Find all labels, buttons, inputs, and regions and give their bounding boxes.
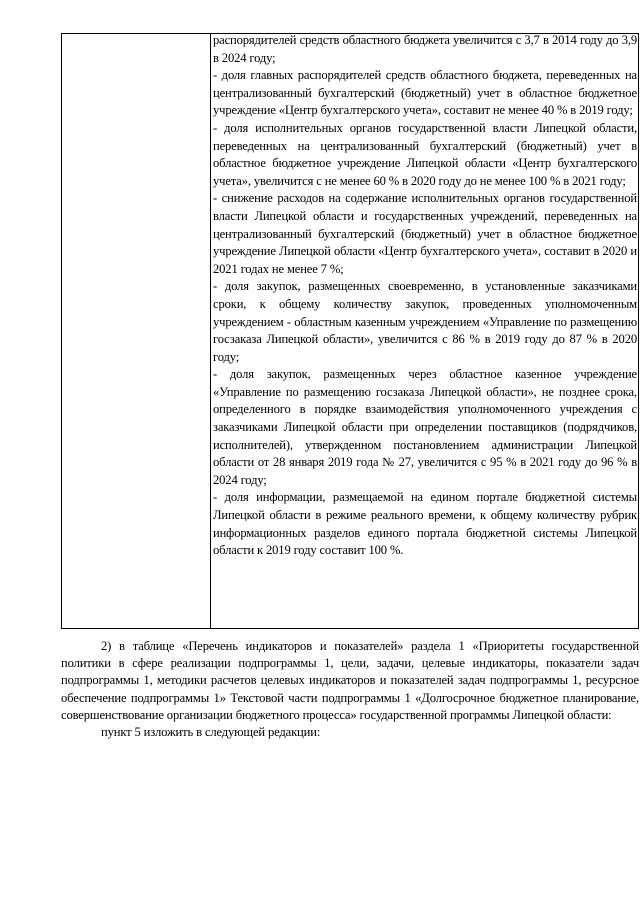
- body-paragraph: 2) в таблице «Перечень индикаторов и показателей» раздела 1 «Приоритеты государственной политики в сфере реализации подпрограммы 1, цели, задачи, целевые индикаторы, показатели задач подпрограммы 1, методики расчетов целевых индикаторов и показателей задач подпрограммы 1, ресурсное обеспечение подпрограммы 1» Текстовой части подпрограммы 1 «Долгосрочное бюджетное планирование, совершенствование организации бюджетного процесса» государственной программы Липецкой области:: [61, 639, 639, 722]
- cell-paragraph: - снижение расходов на содержание исполнительных органов государственной власти Липецкой области и государственных учреждений, переведенных на централизованный бухгалтерский (бюджетный) учет в областное бюджетное учреждение Липецкой области «Центр бухгалтерского учета», составит в 2020 и 2021 годах не менее 7 %;: [213, 191, 637, 276]
- cell-paragraph: распорядителей средств областного бюджета увеличится с 3,7 в 2014 году до 3,9 в 2024 году;: [213, 33, 637, 65]
- body-paragraph: пункт 5 изложить в следующей редакции:: [101, 725, 321, 740]
- column-divider: [210, 34, 211, 628]
- cell-paragraph: - доля исполнительных органов государственной власти Липецкой области, переведенных на централизованный бухгалтерский (бюджетный) учет в областное бюджетное учреждение Липецкой области «Центр бухгалтерского учета», увеличится с не менее 60 % в 2020 году до не менее 100 % в 2021 году;: [213, 120, 637, 188]
- table-cell-text: [213, 32, 637, 560]
- cell-paragraph: - доля закупок, размещенных своевременно, в установленные заказчиками сроки, к общему количеству закупок, проведенных уполномоченным учреждением - областным казенным учреждением «Управление по размещению госзаказа Липецкой области», увеличится с 86 % в 2019 году до 87 % в 2020 году;: [213, 279, 637, 364]
- cell-paragraph: - доля закупок, размещенных через областное казенное учреждение «Управление по размещению госзаказа Липецкой области», не позднее срока, определенного в порядке взаимодействия уполномоченного учреждения с заказчиками Липецкой области при определении поставщиков (подрядчиков, исполнителей), утвержденном постановлением администрации Липецкой области от 28 января 2019 года № 27, увеличится с 95 % в 2021 году до 96 % в 2024 году;: [213, 367, 637, 487]
- indicator-table: [61, 33, 639, 629]
- cell-paragraph: - доля информации, размещаемой на едином портале бюджетной системы Липецкой области в режиме реального времени, к общему количеству рубрик информационных разделов единого портала бюджетной системы Липецкой области к 2019 году составит 100 %.: [213, 490, 637, 558]
- document-body: [61, 638, 639, 741]
- cell-paragraph: - доля главных распорядителей средств областного бюджета, переведенных на централизованный бухгалтерский (бюджетный) учет в областное бюджетное учреждение «Центр бухгалтерского учета», составит не менее 40 % в 2019 году;: [213, 68, 637, 118]
